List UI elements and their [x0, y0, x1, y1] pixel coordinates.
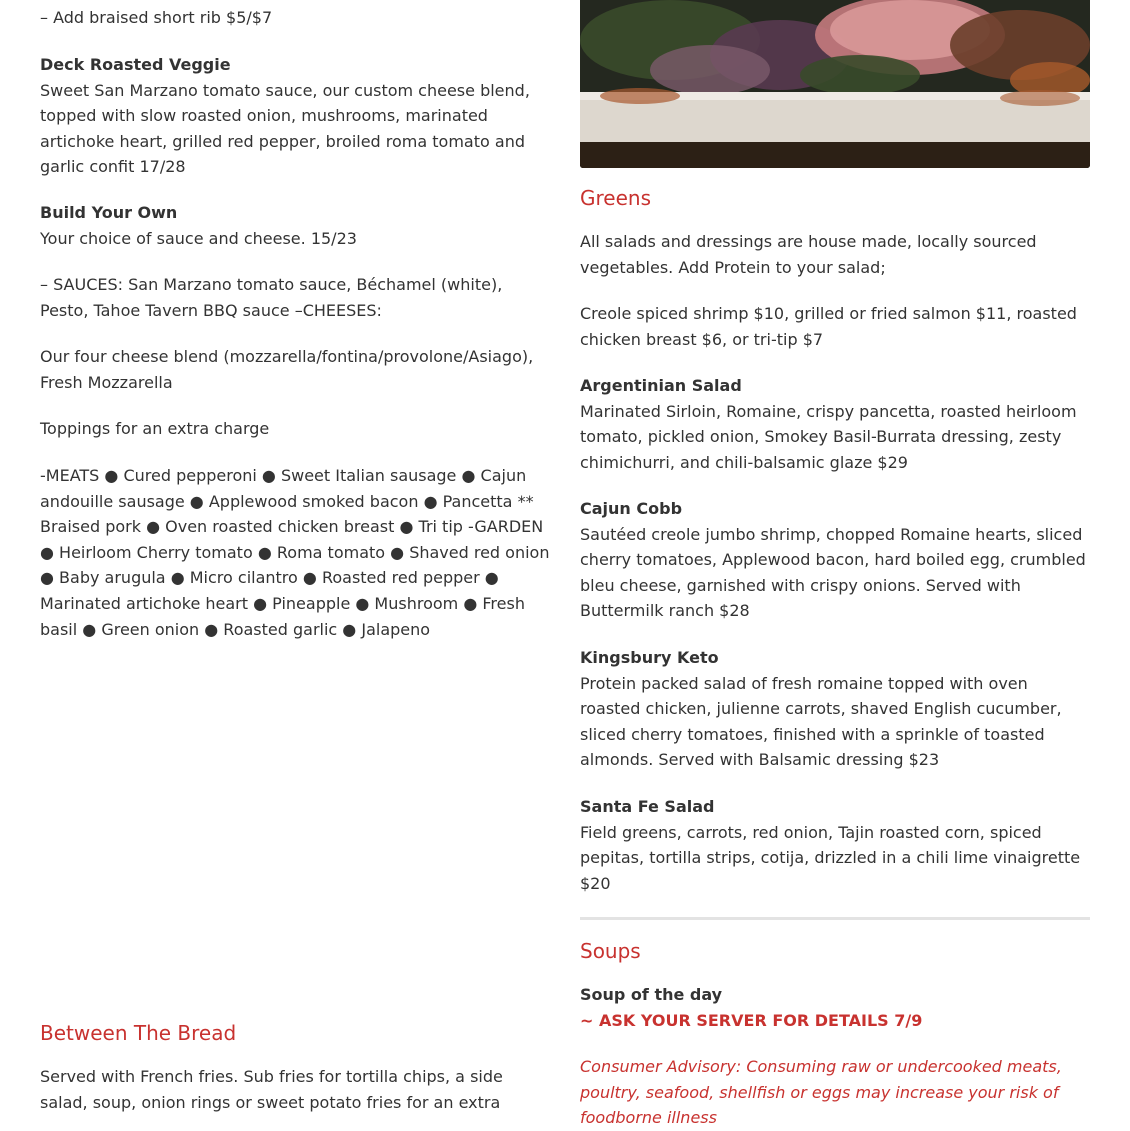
item-name: Deck Roasted Veggie: [40, 55, 231, 74]
consumer-advisory: Consumer Advisory: Consuming raw or undercooked meats, poultry, seafood, shellfish or eggs may increase your risk of foodborne illness: [580, 1057, 1062, 1128]
item-name: Build Your Own: [40, 203, 178, 222]
item-description: Sweet San Marzano tomato sauce, our custom cheese blend, topped with slow roasted onion, mushrooms, marinated artichoke heart, grilled red pepper, broiled roma tomato and garlic confit 17/28: [40, 80, 530, 177]
soup-note: ~ ASK YOUR SERVER FOR DETAILS 7/9: [580, 1011, 923, 1030]
toppings-list: -MEATS ● Cured pepperoni ● Sweet Italian sausage ● Cajun andouille sausage ● Applewood smoked bacon ● Pancetta ** Braised pork ● Oven roasted chicken breast ● Tri tip -GARDEN ● Heirloom Cherry tomato ● Roma tomato ● Shaved red onion ● Baby arugula ● Micro cilantro ● Roasted red pepper ● Marinated artichoke heart ● Pineapple ● Mushroom ● Fresh basil ● Green onion ● Roasted garlic ● Jalapeno: [40, 466, 550, 639]
salad-argentinian: [580, 373, 1092, 475]
protein-options: Creole spiced shrimp $10, grilled or fried salmon $11, roasted chicken breast $6, or tri-tip $7: [580, 304, 1077, 349]
seared-tuna-dish-image: [580, 0, 1090, 168]
item-name: Kingsbury Keto: [580, 648, 719, 667]
item-name: Cajun Cobb: [580, 499, 683, 518]
item-description: Sautéed creole jumbo shrimp, chopped Romaine hearts, sliced cherry tomatoes, Applewood bacon, hard boiled egg, crumbled bleu cheese, garnished with crispy onions. Served with Buttermilk ranch $28: [580, 524, 1086, 621]
item-description: Field greens, carrots, red onion, Tajin roasted corn, spiced pepitas, tortilla strips, cotija, drizzled in a chili lime vinaigrette $20: [580, 822, 1081, 893]
section-heading-between-the-bread: Between The Bread: [40, 1021, 237, 1045]
section-divider: [580, 917, 1090, 920]
item-name: Argentinian Salad: [580, 376, 742, 395]
greens-intro: All salads and dressings are house made, locally sourced vegetables. Add Protein to your salad;: [580, 232, 1037, 277]
salad-cajun-cobb: [580, 496, 1092, 624]
item-name: Santa Fe Salad: [580, 797, 715, 816]
menu-item-deck-roasted-veggie: [40, 52, 552, 180]
item-description: Your choice of sauce and cheese. 15/23: [40, 228, 357, 248]
salad-kingsbury-keto: [580, 645, 1092, 773]
toppings-note: Toppings for an extra charge: [40, 419, 270, 438]
item-description: Protein packed salad of fresh romaine topped with oven roasted chicken, julienne carrots, shaved English cucumber, sliced cherry tomatoes, finished with a sprinkle of toasted almonds. Served with Balsamic dressing $23: [580, 673, 1062, 770]
sauces-line: – SAUCES: San Marzano tomato sauce, Béchamel (white), Pesto, Tahoe Tavern BBQ sauce –CHEESES:: [40, 275, 503, 320]
between-bread-intro: Served with French fries. Sub fries for tortilla chips, a side salad, soup, onion rings or sweet potato fries for an extra: [40, 1067, 503, 1112]
section-heading-greens: Greens: [580, 186, 651, 210]
menu-item-build-your-own: [40, 200, 552, 251]
cheese-line: Our four cheese blend (mozzarella/fontina/provolone/Asiago), Fresh Mozzarella: [40, 347, 534, 392]
salad-photo: [580, 0, 1090, 168]
short-rib-addon: – Add braised short rib $5/$7: [40, 8, 273, 27]
section-heading-soups: Soups: [580, 939, 641, 963]
soup-name: Soup of the day: [580, 985, 723, 1004]
salad-santa-fe: [580, 794, 1092, 896]
item-description: Marinated Sirloin, Romaine, crispy pancetta, roasted heirloom tomato, pickled onion, Smokey Basil-Burrata dressing, zesty chimichurri, and chili-balsamic glaze $29: [580, 401, 1077, 472]
